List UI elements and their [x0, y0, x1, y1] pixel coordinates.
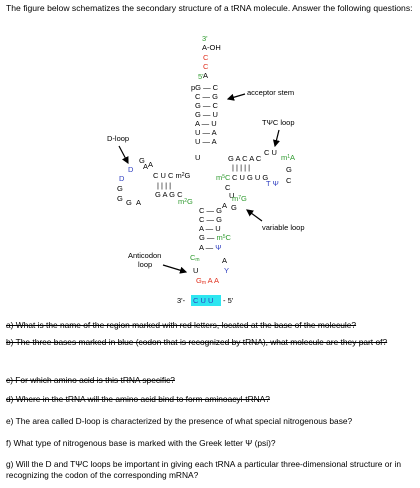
- end-3prime: 3': [202, 34, 208, 43]
- svg-text:G: G: [139, 156, 145, 165]
- svg-text:G A C A C: G A C A C: [228, 154, 262, 163]
- svg-text:G — U: G — U: [195, 110, 218, 119]
- arrow-anticodon-loop: [163, 265, 186, 272]
- svg-text:A — Ψ: A — Ψ: [199, 243, 222, 252]
- svg-text:D: D: [128, 165, 134, 174]
- svg-text:D: D: [119, 174, 125, 183]
- svg-text:A: A: [136, 198, 142, 207]
- label-variable-loop: variable loop: [262, 223, 305, 232]
- arrow-tpsic-loop: [275, 130, 279, 146]
- svg-text:C: C: [286, 176, 292, 185]
- svg-text:C U: C U: [264, 148, 277, 157]
- svg-text:Gm A A: Gm A A: [196, 276, 219, 286]
- svg-text:m1A: $m^1A$: [281, 153, 296, 162]
- question-b: b) The three bases marked in blue (codon that is recognized by tRNA), what molecule are they part of?: [6, 337, 388, 347]
- svg-text:A: A: [203, 71, 209, 80]
- svg-text:C: C: [225, 183, 231, 192]
- svg-text:U — A: U — A: [195, 137, 217, 146]
- svg-text:C: C: [203, 53, 209, 62]
- svg-text:m2G: $m^2G$: [178, 197, 193, 206]
- question-g: g) Will the D and TΨC loops be important in giving each tRNA a particular three-dimensional structure or in recognizing the codon of the corresponding mRNA?: [6, 459, 402, 480]
- svg-text:A: A: [222, 201, 228, 210]
- svg-text:G A G C: G A G C: [155, 190, 183, 199]
- svg-text:U: U: [193, 266, 199, 275]
- svg-text:Cm: Cm: [190, 253, 200, 263]
- svg-text:G — m5C: G — $m^5C$: [199, 233, 231, 242]
- svg-text:C — G: C — G: [199, 206, 222, 215]
- svg-text:m7G: $m^7G$: [232, 194, 247, 203]
- svg-text:A: A: [222, 256, 228, 265]
- svg-text:| | | |: | | | |: [157, 181, 172, 190]
- question-e: e) The area called D-loop is characterized by the presence of what special nitrogenous base?: [6, 416, 353, 426]
- svg-text:G: G: [231, 203, 237, 212]
- question-a: a) What is the name of the region marked with red letters, located at the base of the molecule?: [6, 320, 357, 330]
- label-anticodon-loop-2: loop: [138, 260, 153, 269]
- svg-text:C — G: C — G: [195, 92, 218, 101]
- arrow-acceptor-stem: [228, 94, 245, 99]
- svg-text:pG — C: pG — C: [191, 83, 219, 92]
- svg-text:G: G: [117, 194, 123, 203]
- end-oh: A-OH: [202, 43, 221, 52]
- svg-text:m5C: $m^5C$: [216, 173, 231, 182]
- svg-text:T Ψ: T Ψ: [266, 179, 279, 188]
- svg-text:A — U: A — U: [195, 119, 217, 128]
- label-acceptor-stem: acceptor stem: [247, 88, 295, 97]
- label-anticodon-loop-1: Anticodon: [128, 251, 162, 260]
- codon-highlight: C U U: [193, 296, 214, 305]
- svg-text:G: G: [117, 184, 123, 193]
- svg-text:C U C m2G: C U C $m^2G$: [153, 171, 191, 180]
- question-f: f) What type of nitrogenous base is marked with the Greek letter Ψ (psi)?: [6, 438, 276, 448]
- svg-text:U: U: [229, 191, 235, 200]
- svg-text:A: A: [143, 162, 149, 171]
- svg-text:C U G U G: C U G U G: [232, 173, 269, 182]
- svg-text:U: U: [195, 153, 201, 162]
- svg-text:A: A: [148, 160, 154, 169]
- svg-text:A — U: A — U: [199, 224, 221, 233]
- svg-text:C: C: [203, 62, 209, 71]
- question-d: d) Where in the tRNA will the amino acid bind to form aminoacyl-tRNA?: [6, 394, 270, 404]
- label-tpsic-loop: TΨC loop: [262, 118, 295, 127]
- codon-suffix: - 5': [223, 296, 234, 305]
- arrow-variable-loop: [247, 210, 262, 221]
- svg-text:| | | | |: | | | | |: [232, 163, 251, 172]
- label-d-loop: D-loop: [107, 134, 130, 143]
- question-c: c) For which amino acid is this tRNA specific?: [6, 375, 175, 385]
- codon-prefix: 3'-: [177, 296, 186, 305]
- svg-text:U — A: U — A: [195, 128, 217, 137]
- arrow-d-loop: [119, 146, 128, 163]
- svg-text:Y: Y: [224, 266, 230, 275]
- svg-text:C — G: C — G: [199, 215, 222, 224]
- svg-text:G: G: [286, 165, 292, 174]
- svg-text:G — C: G — C: [195, 101, 218, 110]
- end-5prime: 5': [198, 72, 204, 81]
- intro-text: The figure below schematizes the secondary structure of a tRNA molecule. Answer the following questions:: [6, 3, 413, 13]
- svg-text:G: G: [126, 198, 132, 207]
